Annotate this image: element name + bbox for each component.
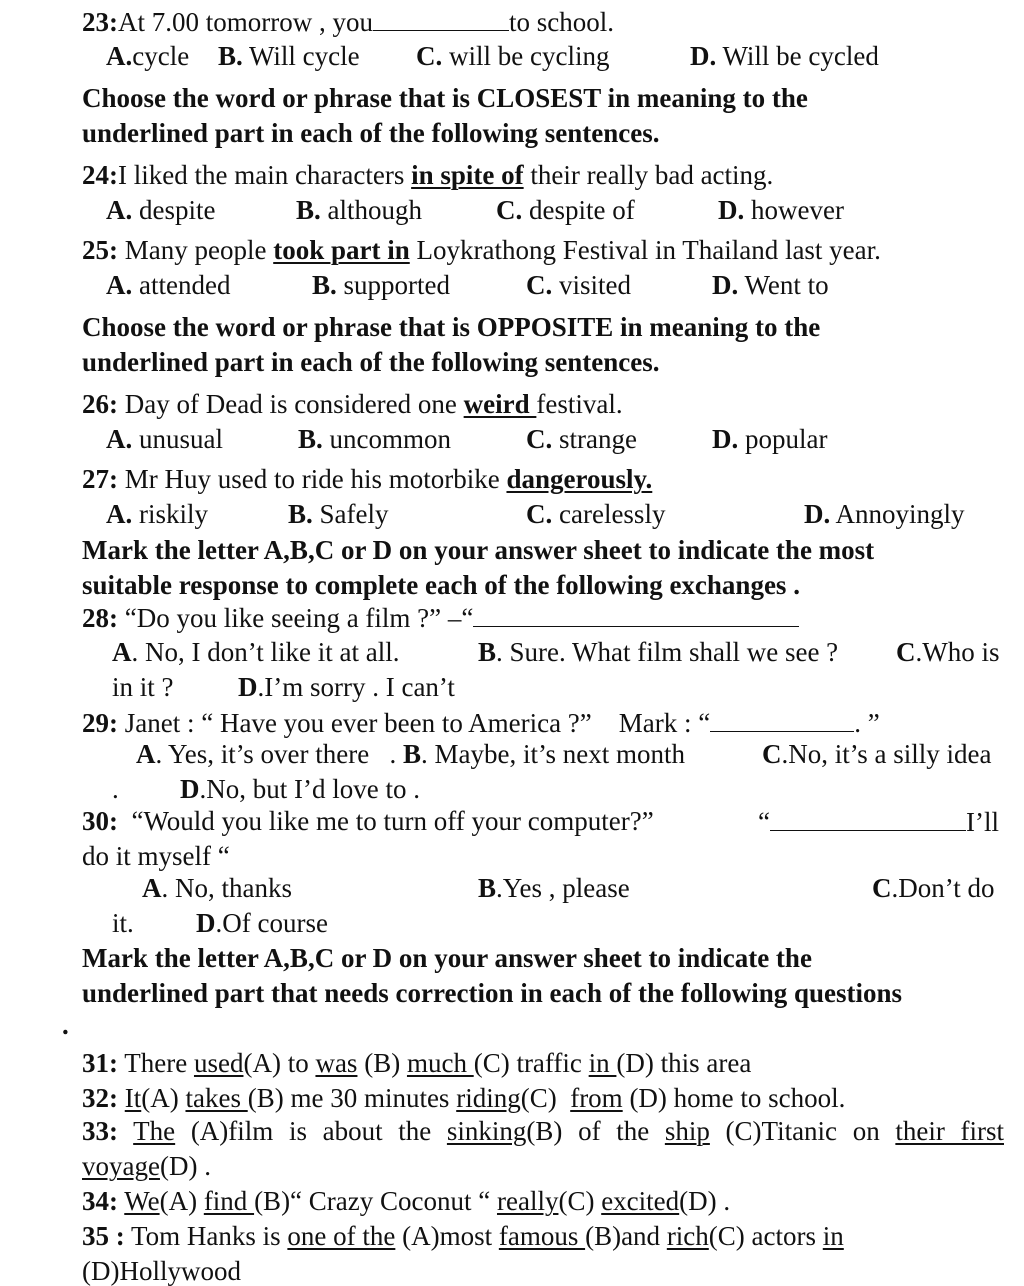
option-text: . No, I don’t like it at all. xyxy=(131,637,400,667)
option-30-c xyxy=(872,875,995,902)
question-text: (A) xyxy=(159,1186,204,1216)
option-text: .Of course xyxy=(215,908,328,938)
question-text: (B) xyxy=(357,1048,407,1078)
option-letter: D xyxy=(238,672,258,702)
option-29-c-dot: . xyxy=(112,774,119,804)
underlined-phrase: took part in xyxy=(273,235,410,265)
question-number: 35 : xyxy=(82,1221,125,1251)
option-26-d xyxy=(712,426,827,453)
question-text: (B)and xyxy=(585,1221,667,1251)
option-letter: B. xyxy=(288,499,313,529)
answer-blank xyxy=(710,709,854,732)
question-text: “Would you like me to turn off your computer?” xyxy=(118,806,654,836)
option-24-b xyxy=(296,197,422,224)
question-text: Day of Dead is considered one xyxy=(118,389,464,419)
option-text: Will cycle xyxy=(242,41,360,71)
option-text: however xyxy=(744,195,844,225)
option-letter: B xyxy=(402,739,421,769)
option-29-a-b xyxy=(136,741,685,768)
option-29-c xyxy=(762,741,991,768)
option-25-b xyxy=(312,272,450,299)
option-text: strange xyxy=(552,424,637,454)
option-28-b xyxy=(478,639,838,666)
option-27-d xyxy=(804,501,965,528)
option-30-b xyxy=(478,875,630,902)
underlined-part-d: voyage xyxy=(82,1151,160,1181)
option-23-c xyxy=(416,43,609,70)
option-letter: C. xyxy=(526,499,553,529)
option-30-d xyxy=(196,910,328,937)
underlined-part-d: from xyxy=(570,1083,623,1113)
option-text: despite xyxy=(132,195,216,225)
option-text: . No, thanks xyxy=(161,873,292,903)
option-letter: D. xyxy=(690,41,717,71)
section-instruction: . xyxy=(62,1010,69,1040)
option-25-c xyxy=(526,272,631,299)
question-24 xyxy=(82,162,773,189)
option-text: Annoyingly xyxy=(830,499,965,529)
question-27 xyxy=(82,466,652,493)
question-text: (A) to xyxy=(243,1048,316,1078)
answer-blank xyxy=(473,604,799,627)
underlined-part-d: in xyxy=(822,1221,844,1251)
underlined-part-c: really xyxy=(496,1186,559,1216)
question-text: (D) home to school. xyxy=(622,1083,846,1113)
underlined-part-a: We xyxy=(124,1186,160,1216)
option-text: . Sure. What film shall we see ? xyxy=(496,637,839,667)
option-text: carelessly xyxy=(552,499,666,529)
option-23-b xyxy=(218,43,360,70)
option-letter: B xyxy=(478,873,497,903)
options-23 xyxy=(106,43,189,70)
option-text: riskily xyxy=(132,499,209,529)
question-text: (C) actors xyxy=(708,1221,823,1251)
option-text: .No, it’s a silly idea xyxy=(781,739,992,769)
option-30-a xyxy=(142,875,292,902)
option-letter: B xyxy=(478,637,497,667)
question-text: Janet : “ Have you ever been to America ?” Mark : “ xyxy=(118,708,711,738)
option-letter: D. xyxy=(804,499,831,529)
question-30 xyxy=(82,808,654,835)
option-letter: D. xyxy=(712,270,739,300)
option-25-a xyxy=(106,272,230,299)
section-instruction: Mark the letter A,B,C or D on your answer sheet to indicate the xyxy=(82,943,812,973)
option-letter: B. xyxy=(218,41,243,71)
underlined-part-c: much xyxy=(406,1048,474,1078)
question-text: I’ll xyxy=(965,807,999,837)
option-24-c xyxy=(496,197,635,224)
question-text: (C)Titanic on xyxy=(709,1116,896,1146)
underlined-part-a: It xyxy=(124,1083,142,1113)
option-letter: B. xyxy=(312,270,337,300)
option-25-d xyxy=(712,272,829,299)
underlined-part-c: ship xyxy=(664,1116,710,1146)
underlined-phrase: weird xyxy=(463,389,537,419)
option-text: cycle xyxy=(132,41,190,71)
option-text: . Yes, it’s over there . xyxy=(155,739,403,769)
underlined-part-d: excited xyxy=(601,1186,680,1216)
option-letter: A. xyxy=(106,41,133,71)
option-text: Will be cycled xyxy=(716,41,879,71)
question-text: (A)most xyxy=(395,1221,499,1251)
option-27-c xyxy=(526,501,665,528)
answer-blank xyxy=(373,8,509,31)
option-text: unusual xyxy=(132,424,223,454)
question-33-cont xyxy=(82,1153,211,1180)
question-text: (C) xyxy=(558,1186,602,1216)
option-29-d xyxy=(180,776,420,803)
option-text: uncommon xyxy=(322,424,452,454)
question-text: (C) traffic xyxy=(473,1048,589,1078)
section-instruction: underlined part that needs correction in each of the following questions xyxy=(82,978,903,1008)
question-text: (A)film is about the xyxy=(175,1116,447,1146)
question-text: (C) xyxy=(520,1083,571,1113)
option-letter: C. xyxy=(416,41,443,71)
question-text: to school. xyxy=(508,7,614,37)
question-33 xyxy=(82,1118,1004,1145)
question-text: (A) xyxy=(141,1083,186,1113)
question-23 xyxy=(82,8,614,36)
option-letter: A. xyxy=(106,195,133,225)
option-letter: A. xyxy=(106,499,133,529)
question-35 xyxy=(82,1223,844,1250)
underlined-part-d: their first xyxy=(895,1116,1004,1146)
question-number: 32: xyxy=(82,1083,118,1113)
question-text: (D) this area xyxy=(616,1048,752,1078)
section-instruction: suitable response to complete each of the following exchanges . xyxy=(82,570,800,600)
option-28-c xyxy=(896,639,1000,666)
question-text: Tom Hanks is xyxy=(124,1221,288,1251)
question-text xyxy=(118,1083,125,1113)
question-text: Many people xyxy=(118,235,274,265)
question-number: 27: xyxy=(82,464,118,494)
option-text: . Maybe, it’s next month xyxy=(421,739,685,769)
question-text: (D) . xyxy=(159,1151,211,1181)
question-number: 26: xyxy=(82,389,118,419)
option-letter: A xyxy=(136,739,156,769)
option-letter: D xyxy=(196,908,216,938)
section-instruction: Mark the letter A,B,C or D on your answer sheet to indicate the most xyxy=(82,535,875,565)
option-28-a xyxy=(112,639,399,666)
option-text: .Yes , please xyxy=(496,873,630,903)
option-letter: D. xyxy=(718,195,745,225)
option-23-d xyxy=(690,43,879,70)
option-text: despite of xyxy=(522,195,635,225)
question-text: At 7.00 tomorrow , you xyxy=(118,7,373,37)
option-text: Went to xyxy=(738,270,829,300)
section-instruction: underlined part in each of the following sentences. xyxy=(82,118,660,148)
question-text: There xyxy=(118,1048,194,1078)
option-26-a xyxy=(106,426,223,453)
question-text: (B) me 30 minutes xyxy=(247,1083,457,1113)
option-text: will be cycling xyxy=(442,41,610,71)
question-number: 24: xyxy=(82,160,118,190)
option-27-b xyxy=(288,501,389,528)
underlined-part-a: one of the xyxy=(287,1221,396,1251)
underlined-phrase: dangerously. xyxy=(506,464,653,494)
underlined-part-b: was xyxy=(315,1048,358,1078)
question-30-cont: do it myself “ xyxy=(82,841,230,871)
question-number: 31: xyxy=(82,1048,118,1078)
option-letter: C. xyxy=(526,424,553,454)
question-text: Mr Huy used to ride his motorbike xyxy=(118,464,507,494)
option-30-c-cont: it. xyxy=(112,908,134,938)
option-letter: A xyxy=(142,873,162,903)
option-text: supported xyxy=(336,270,450,300)
option-letter: A. xyxy=(106,270,133,300)
question-30-blank xyxy=(758,808,999,836)
underlined-part-b: takes xyxy=(185,1083,248,1113)
option-text: .Who is xyxy=(915,637,1000,667)
option-24-d xyxy=(718,197,844,224)
question-number: 28: xyxy=(82,603,118,633)
question-text: (B)“ Crazy Coconut “ xyxy=(254,1186,497,1216)
option-letter: D. xyxy=(712,424,739,454)
question-35-cont: (D)Hollywood xyxy=(82,1256,241,1286)
option-letter: B. xyxy=(298,424,323,454)
option-28-d xyxy=(238,674,455,701)
underlined-phrase: in spite of xyxy=(411,160,524,190)
option-text: Safely xyxy=(312,499,389,529)
option-text: although xyxy=(320,195,423,225)
question-text xyxy=(118,1116,133,1146)
option-letter: A xyxy=(112,637,132,667)
option-letter: B. xyxy=(296,195,321,225)
underlined-part-a: The xyxy=(133,1116,176,1146)
question-text: I liked the main characters xyxy=(118,160,412,190)
question-number: 30: xyxy=(82,806,118,836)
option-letter: A. xyxy=(106,424,133,454)
section-instruction: Choose the word or phrase that is CLOSEST in meaning to the xyxy=(82,83,808,113)
option-24-a xyxy=(106,197,215,224)
question-text: festival. xyxy=(536,389,623,419)
question-25 xyxy=(82,237,881,264)
question-34 xyxy=(82,1188,730,1215)
option-letter: C. xyxy=(526,270,553,300)
option-28-c-cont: in it ? xyxy=(112,672,174,702)
answer-blank xyxy=(770,808,966,831)
option-letter: C. xyxy=(496,195,523,225)
underlined-part-a: used xyxy=(193,1048,244,1078)
question-number: 33: xyxy=(82,1116,118,1146)
underlined-part-c: rich xyxy=(666,1221,709,1251)
underlined-part-d: in xyxy=(588,1048,617,1078)
underlined-part-b: sinking xyxy=(446,1116,527,1146)
option-letter: C xyxy=(872,873,892,903)
section-instruction: Choose the word or phrase that is OPPOSITE in meaning to the xyxy=(82,312,821,342)
section-instruction: underlined part in each of the following sentences. xyxy=(82,347,660,377)
option-text: attended xyxy=(132,270,231,300)
question-number: 29: xyxy=(82,708,118,738)
option-text: .Don’t do xyxy=(891,873,995,903)
question-text: “ xyxy=(758,807,770,837)
underlined-part-b: famous xyxy=(498,1221,586,1251)
option-26-c xyxy=(526,426,637,453)
question-31 xyxy=(82,1050,751,1077)
option-text: .No, but I’d love to . xyxy=(199,774,420,804)
question-26 xyxy=(82,391,623,418)
question-number: 34: xyxy=(82,1186,118,1216)
question-text: . ” xyxy=(854,708,880,738)
question-text: Loykrathong Festival in Thailand last year. xyxy=(409,235,881,265)
question-number: 25: xyxy=(82,235,118,265)
question-text: their really bad acting. xyxy=(523,160,774,190)
option-letter: D xyxy=(180,774,200,804)
question-text: (D) . xyxy=(679,1186,731,1216)
question-28 xyxy=(82,604,799,632)
question-29 xyxy=(82,709,880,737)
underlined-part-c: riding xyxy=(456,1083,521,1113)
underlined-part-b: find xyxy=(203,1186,255,1216)
option-27-a xyxy=(106,501,208,528)
option-letter: C xyxy=(762,739,782,769)
question-text: “Do you like seeing a film ?” –“ xyxy=(118,603,474,633)
question-text: (B) of the xyxy=(526,1116,665,1146)
question-number: 23: xyxy=(82,7,118,37)
option-letter: C xyxy=(896,637,916,667)
option-text: popular xyxy=(738,424,828,454)
option-text: visited xyxy=(552,270,631,300)
question-32 xyxy=(82,1085,845,1112)
option-text: .I’m sorry . I can’t xyxy=(257,672,455,702)
option-26-b xyxy=(298,426,451,453)
